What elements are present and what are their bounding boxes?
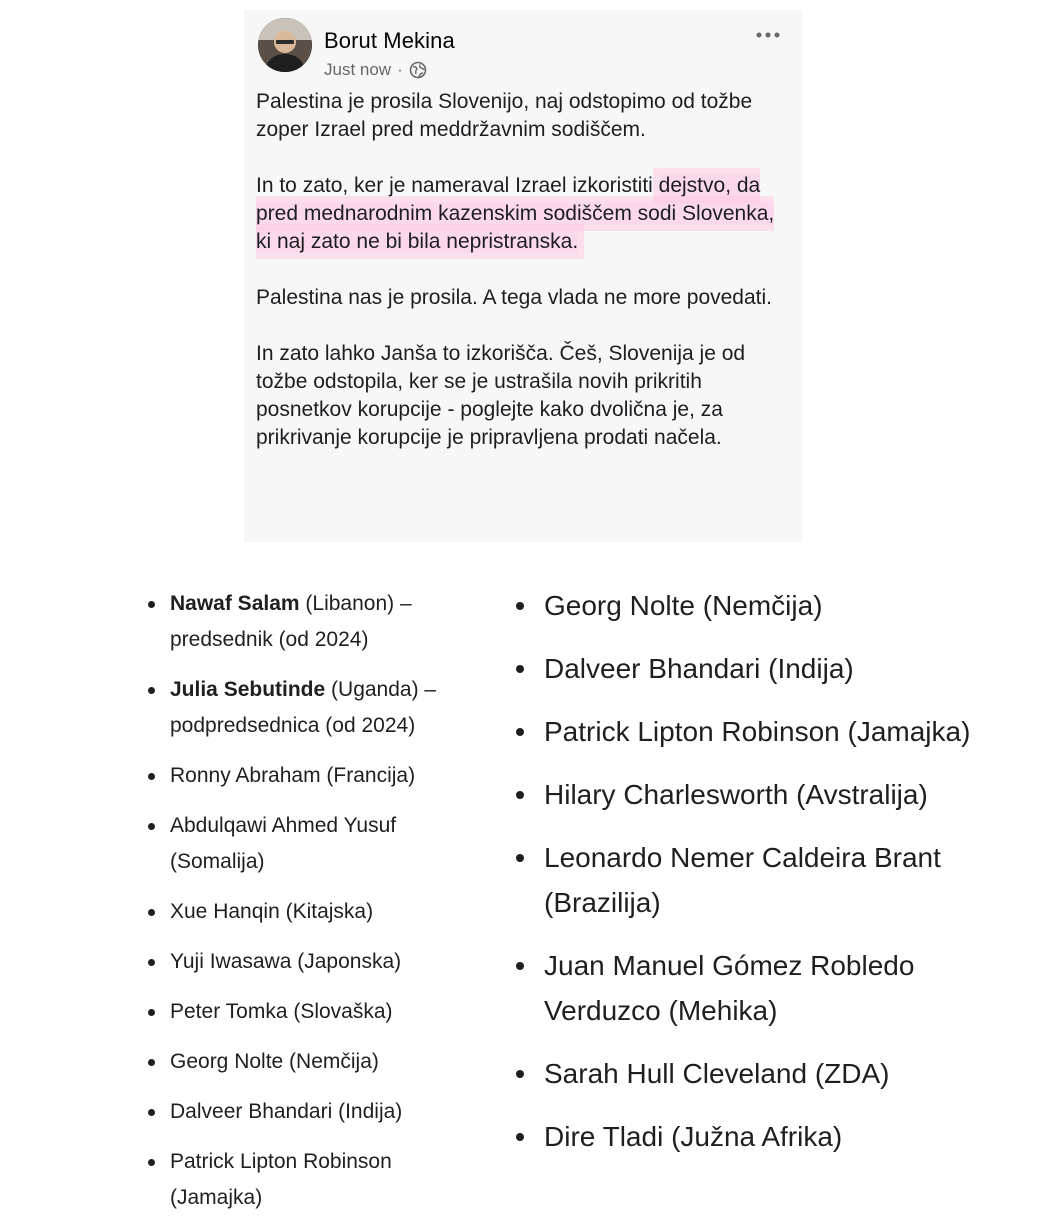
post-paragraph-1: Palestina je prosila Slovenijo, naj odstopimo od tožbe zoper Izrael pred meddržavnim sodiščem. — [256, 90, 753, 141]
post-paragraph-2 — [256, 172, 776, 256]
list-item: Dalveer Bhandari (Indija) — [514, 646, 994, 691]
author-name[interactable]: Borut Mekina — [324, 28, 455, 53]
meta-separator: · — [397, 60, 403, 79]
judge-detail: Dalveer Bhandari (Indija) — [170, 1100, 403, 1123]
post-paragraph-3: Palestina nas je prosila. A tega vlada ne more povedati. — [256, 286, 772, 309]
list-item — [146, 994, 476, 1030]
more-dots-icon[interactable] — [754, 28, 782, 42]
judge-detail: Georg Nolte (Nemčija) — [170, 1050, 379, 1073]
post-meta — [324, 60, 427, 80]
judges-list-right — [514, 583, 994, 1177]
judge-name: Nawaf Salam — [170, 592, 300, 615]
list-item — [146, 1094, 476, 1130]
judges-list-left — [146, 586, 476, 1230]
post-paragraph-4: In zato lahko Janša to izkorišča. Češ, Slovenija je od tožbe odstopila, ker se je ustrašila novih prikritih posnetkov korupcije - poglejte kako dvolična je, za prikrivanje korupcije je pripravljena prodati načela. — [256, 342, 746, 449]
judge-detail: Abdulqawi Ahmed Yusuf (Somalija) — [170, 814, 397, 873]
list-item: Georg Nolte (Nemčija) — [514, 583, 994, 628]
globe-icon[interactable] — [409, 61, 427, 79]
facebook-post-card — [244, 10, 802, 542]
judge-detail: (Libanon) – predsednik (od 2024) — [170, 592, 412, 651]
list-item — [146, 586, 476, 658]
post-body — [256, 88, 776, 480]
judge-detail: Ronny Abraham (Francija) — [170, 764, 416, 787]
list-item: Hilary Charlesworth (Avstralija) — [514, 772, 994, 817]
list-item — [146, 1044, 476, 1080]
list-item — [146, 808, 476, 880]
highlighted-text: dejstvo, da pred mednarodnim kazenskim sodiščem sodi Slovenka, ki naj zato ne bi bila nepristranska. — [256, 174, 775, 253]
author-avatar[interactable] — [258, 18, 312, 72]
list-item — [146, 944, 476, 980]
list-item — [146, 894, 476, 930]
list-item — [146, 672, 476, 744]
judge-detail: Yuji Iwasawa (Japonska) — [170, 950, 402, 973]
list-item: Dire Tladi (Južna Afrika) — [514, 1114, 994, 1159]
post-header — [258, 18, 802, 78]
judge-detail: Patrick Lipton Robinson (Jamajka) — [170, 1150, 392, 1209]
avatar-photo-icon — [258, 18, 312, 72]
list-item: Patrick Lipton Robinson (Jamajka) — [514, 709, 994, 754]
post-paragraph-2-start: In to zato, ker je nameraval Izrael izkoristiti — [256, 174, 659, 197]
post-timestamp[interactable]: Just now — [324, 60, 392, 79]
list-item: Leonardo Nemer Caldeira Brant (Brazilija) — [514, 835, 994, 925]
judge-detail: (Uganda) – podpredsednica (od 2024) — [170, 678, 437, 737]
list-item — [146, 1144, 476, 1216]
judge-name: Julia Sebutinde — [170, 678, 326, 701]
list-item: Sarah Hull Cleveland (ZDA) — [514, 1051, 994, 1096]
list-item: Juan Manuel Gómez Robledo Verduzco (Mehika) — [514, 943, 994, 1033]
list-item — [146, 758, 476, 794]
judge-detail: Xue Hanqin (Kitajska) — [170, 900, 374, 923]
judge-detail: Peter Tomka (Slovaška) — [170, 1000, 393, 1023]
